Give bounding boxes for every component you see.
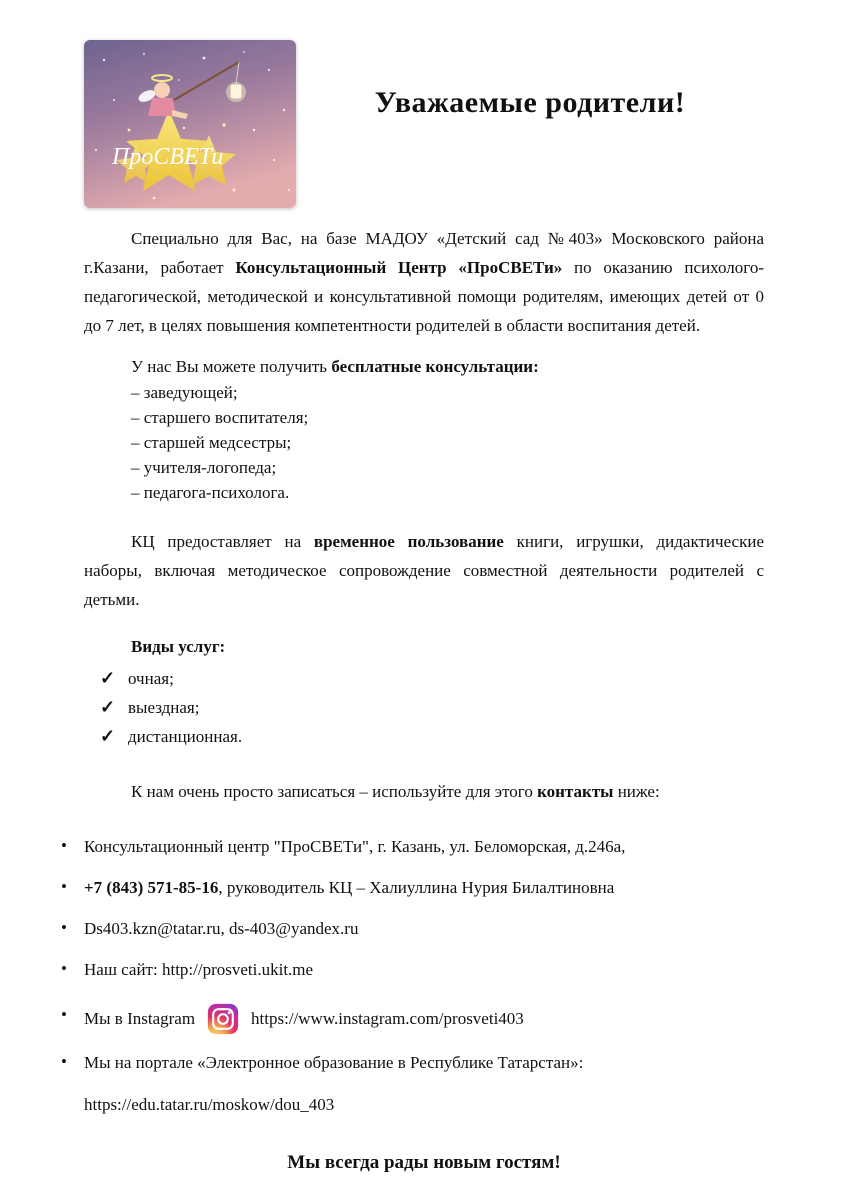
consultations-intro-pre: У нас Вы можете получить [131, 357, 332, 376]
bullet-icon: • [61, 1052, 67, 1071]
intro-paragraph [84, 224, 764, 340]
consultations-intro [84, 354, 764, 380]
instagram-link[interactable]: https://www.instagram.com/prosveti403 [251, 1009, 524, 1028]
kc-text-post: книги, игрушки, дидактические наборы, включая методическое сопровождение совместной деятельности родителей с детьми. [84, 532, 764, 609]
intro-text-post: по оказанию психолого-педагогической, методической и консультативной помощи родителям, имеющих детей от 0 до 7 лет, в целях повышения компетентности родителей в области воспитания детей. [84, 258, 764, 335]
consultation-item: – педагога-психолога. [131, 483, 290, 502]
logo-image [84, 40, 296, 208]
consultations-list [131, 380, 764, 505]
service-item-label: выездная; [128, 698, 200, 717]
service-item-label: дистанционная. [128, 727, 243, 746]
bullet-icon: • [61, 959, 67, 978]
checkmark-icon: ✓ [100, 726, 116, 746]
services-heading: Виды услуг: [131, 637, 226, 656]
service-item [100, 693, 764, 722]
portal-link [84, 1092, 764, 1118]
footer-message: Мы всегда рады новым гостям! [287, 1152, 561, 1173]
contact-address [61, 834, 764, 860]
contact-phone [61, 875, 764, 901]
portal-label: Мы на портале «Электронное образование в Республике Татарстан»: [84, 1053, 584, 1072]
contact-phone-rest: , руководитель КЦ – Халиуллина Нурия Билалтиновна [218, 878, 615, 897]
contact-emails [61, 916, 764, 942]
kc-bold: временное пользование [313, 532, 504, 551]
instagram-icon[interactable] [207, 1003, 239, 1035]
service-item [100, 664, 764, 693]
kc-text-pre: КЦ предоставляет на [131, 532, 314, 551]
contact-emails-text[interactable]: Ds403.kzn@tatar.ru, ds-403@yandex.ru [84, 919, 359, 938]
contacts-list [61, 834, 764, 1118]
website-label: Наш сайт: [84, 960, 162, 979]
portal-url-text[interactable]: https://edu.tatar.ru/moskow/dou_403 [84, 1095, 335, 1114]
consultation-item: – старшего воспитателя; [131, 408, 309, 427]
website-link[interactable]: http://prosveti.ukit.me [161, 960, 314, 979]
contact-portal [61, 1050, 764, 1118]
service-item-label: очная; [128, 669, 174, 688]
consultation-item: – заведующей; [131, 383, 238, 402]
contact-website [61, 957, 764, 983]
kc-paragraph [84, 527, 764, 614]
instagram-label: Мы в Instagram [84, 1009, 196, 1028]
signup-text-post: ниже: [613, 782, 660, 801]
consultation-item: – учителя-логопеда; [131, 458, 277, 477]
signup-paragraph [84, 777, 764, 806]
checkmark-icon: ✓ [100, 668, 116, 688]
contact-address-text: Консультационный центр "ПроСВЕТи", г. Казань, ул. Беломорская, д.246а, [84, 837, 626, 856]
bullet-icon: • [61, 918, 67, 937]
checkmark-icon: ✓ [100, 697, 116, 717]
contact-phone-number: +7 (843) 571-85-16 [84, 878, 219, 897]
header [84, 40, 764, 208]
signup-bold: контакты [537, 782, 614, 801]
service-item [100, 722, 764, 751]
title-area [296, 40, 764, 120]
bullet-icon: • [61, 836, 67, 855]
contact-instagram [61, 1003, 764, 1035]
signup-text-pre: К нам очень просто записаться – используйте для этого [131, 782, 538, 801]
bullet-icon: • [61, 1005, 67, 1024]
bullet-icon: • [61, 877, 67, 896]
services-list [100, 664, 764, 751]
intro-text-pre: Специально для Вас, на базе МАДОУ «Детский сад №403» Московского района г.Казани, работает [84, 229, 764, 277]
center-name-bold: Консультационный Центр «ПроСВЕТи» [235, 258, 563, 277]
consultations-intro-bold: бесплатные консультации: [331, 357, 539, 376]
page-title: Уважаемые родители! [374, 86, 686, 119]
consultation-item: – старшей медсестры; [131, 433, 292, 452]
prosveti-illustration [84, 40, 296, 208]
logo-text: ПроСВЕТи [112, 144, 224, 170]
